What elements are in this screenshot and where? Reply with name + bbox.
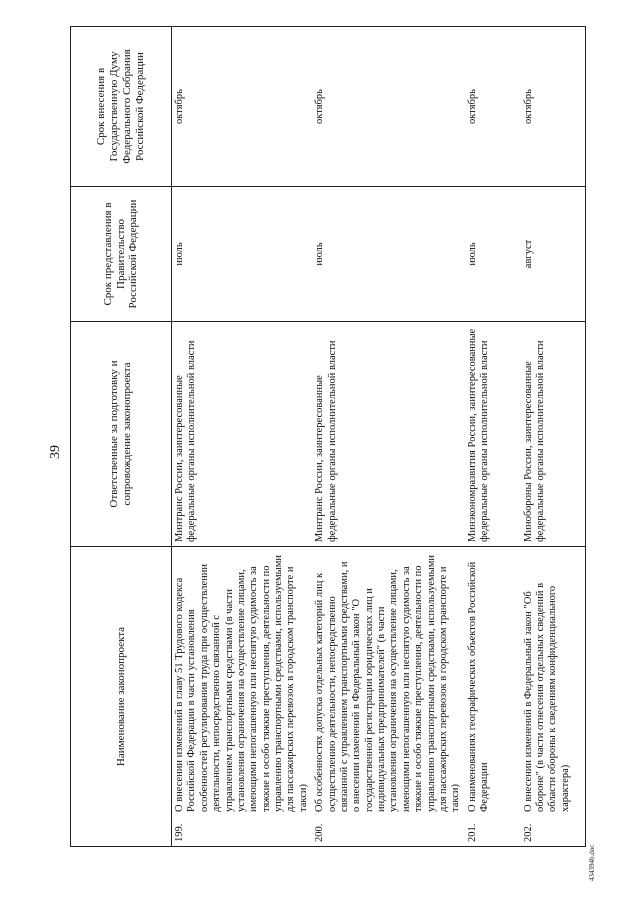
bill-title: Об особенностях допуска отдельных категорий лиц к осуществлению деятельности, непосредственно связанной с управлением транспортными средствами, и о внесении изменений в Федеральный закон "О государственной регистрации юридических лиц и индивидуальных предпринимателей" (в части установления ограничения на осуществление лицами, имеющими непогашенную или неснятую судимость за тяжкие и особо тяжкие преступления, деятельности по управлению транспортными средствами, используемыми для пассажирских перевозок в городском транспорте и такси) xyxy=(314,555,462,812)
page-number: 39 xyxy=(48,445,63,459)
bill-name-cell xyxy=(465,547,521,847)
table-row xyxy=(521,27,586,847)
bill-number: 201. xyxy=(466,823,478,842)
table-row xyxy=(172,27,313,847)
gov-term-cell: июль xyxy=(465,187,521,322)
table-row xyxy=(465,27,521,847)
duma-term-cell: октябрь xyxy=(312,27,465,187)
rotated-document-page xyxy=(40,17,600,887)
header-gov-term: Срок представления в Правительство Российской Федерации xyxy=(71,187,172,322)
bill-title: О внесении изменений в Федеральный закон "Об обороне" (в части отнесения отдельных сведений в области обороны к сведениям конфиденциального характера) xyxy=(522,582,571,812)
responsible-cell: Минобороны России, заинтересованные федеральные органы исполнительной власти xyxy=(521,322,586,547)
bill-name-cell xyxy=(312,547,465,847)
responsible-cell: Минэкономразвития России, заинтересованные федеральные органы исполнительной власти xyxy=(465,322,521,547)
gov-term-cell: август xyxy=(521,187,586,322)
bill-number: 200. xyxy=(314,823,326,842)
header-name: Наименование законопроекта xyxy=(71,547,172,847)
responsible-cell: Минтранс России, заинтересованные федеральные органы исполнительной власти xyxy=(312,322,465,547)
bill-title: О наименованиях географических объектов Российской Федерации xyxy=(466,561,490,812)
duma-term-cell: октябрь xyxy=(521,27,586,187)
bill-title: О внесении изменений в главу 51 Трудового кодекса Российской Федерации в части установления особенностей регулирования труда при осуществлении деятельности, непосредственно связанной с управлением транспортными средствами (в части установления ограничения на осуществление лицами, имеющими непогашенную или неснятую судимость за тяжкие и особо тяжкие преступления, деятельности по управлению транспортными средствами, используемыми для пассажирских перевозок в городском транспорте и такси) xyxy=(174,555,309,812)
gov-term-cell: июль xyxy=(172,187,313,322)
duma-term-cell: октябрь xyxy=(172,27,313,187)
responsible-cell: Минтранс России, заинтересованные федеральные органы исполнительной власти xyxy=(172,322,313,547)
header-responsible: Ответственные за подготовку и сопровождение законопроекта xyxy=(71,322,172,547)
header-duma-term: Срок внесения в Государственную Думу Федерального Собрания Российской Федерации xyxy=(71,27,172,187)
bill-number: 199. xyxy=(174,823,185,842)
gov-term-cell: июль xyxy=(312,187,465,322)
document-file-id: 434394b.doc xyxy=(588,844,596,881)
bills-table xyxy=(70,26,586,847)
bill-name-cell xyxy=(521,547,586,847)
bill-number: 202. xyxy=(522,823,534,842)
table-header-row xyxy=(71,27,172,847)
duma-term-cell: октябрь xyxy=(465,27,521,187)
table-row xyxy=(312,27,465,847)
bill-name-cell xyxy=(172,547,313,847)
